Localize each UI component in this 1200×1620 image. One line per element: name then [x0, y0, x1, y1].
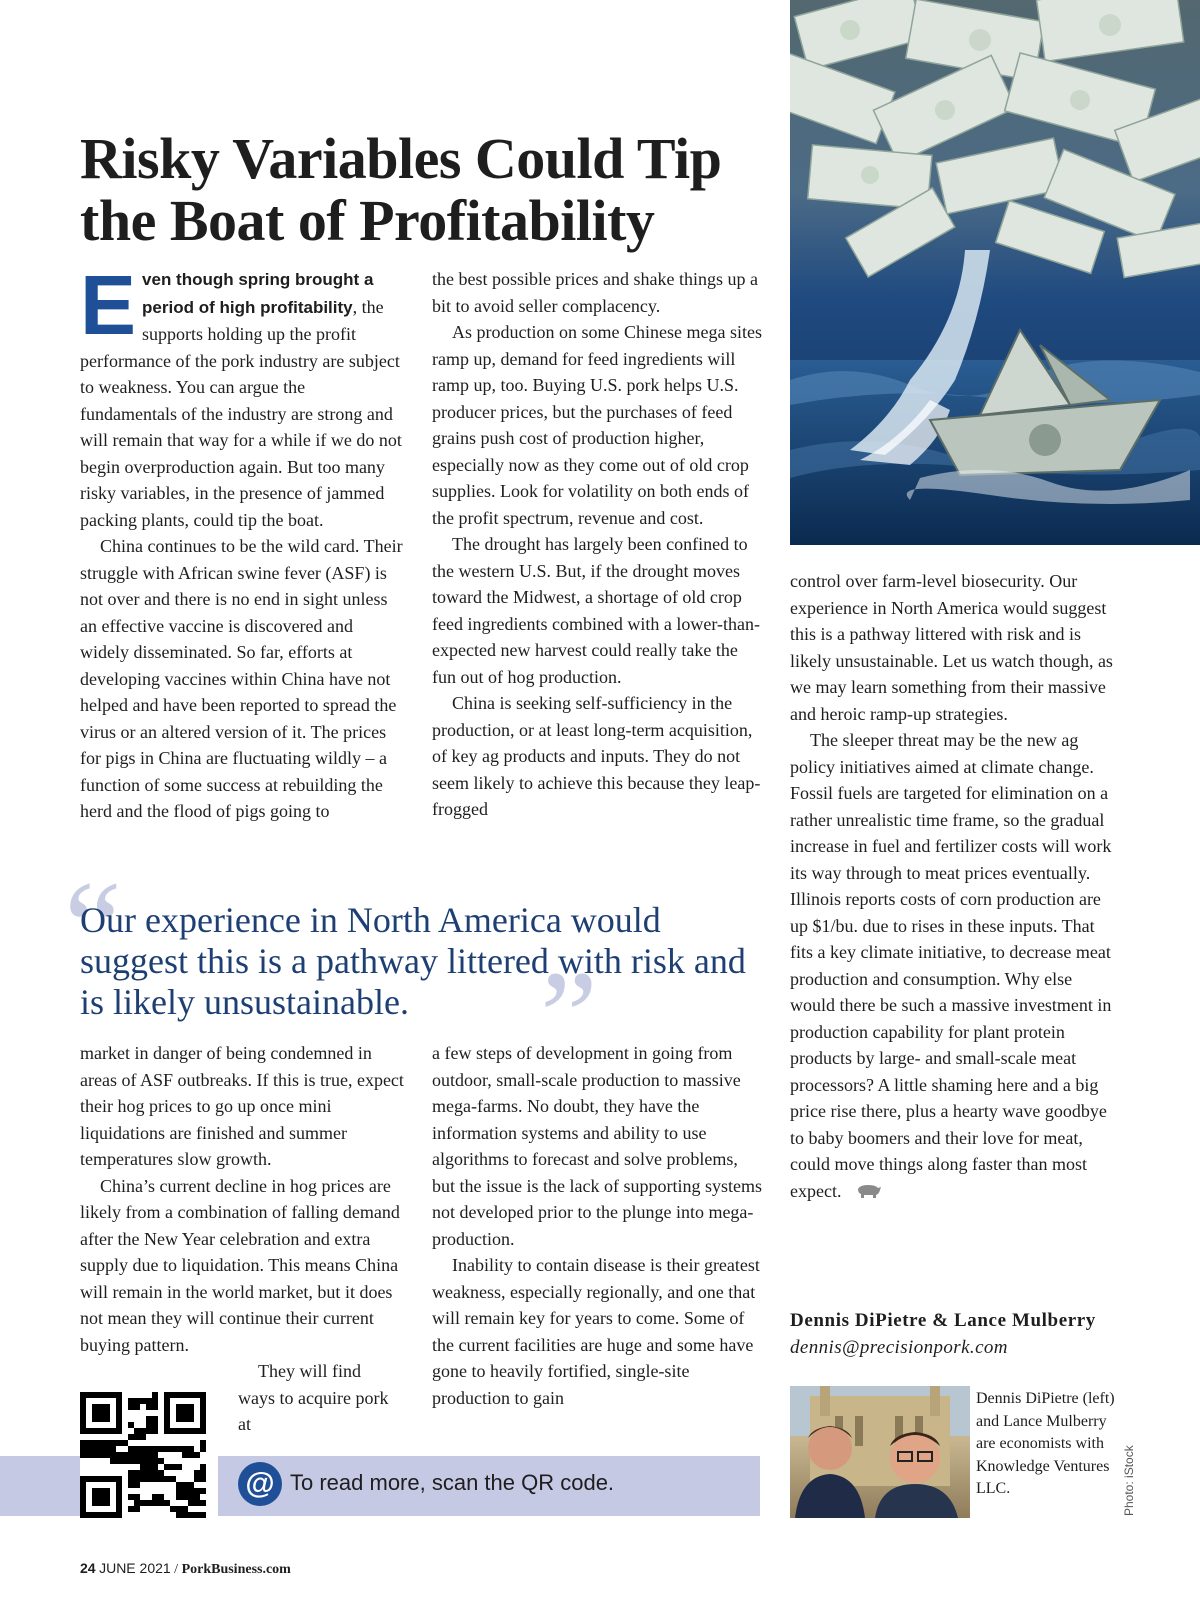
body-paragraph-text: The sleeper threat may be the new ag policy initiatives aimed at climate change. Fossil fuels are targeted for elimination on a rather unrealistic time frame, so the gradual increase in fuel and fertilizer costs will work its way through to meat prices eventually. Illinois reports costs of corn production are up $1/bu. due to rises in these inputs. That fits a key climate initiative, to decrease meat production and consumption. Why else would there be such a massive investment in production capability for plant protein products by large- and small-scale meat processors? A little shaming here and a big price rise there, plus a hearty wave goodbye to baby boomers and their love for meat, could move things along faster than most expect.: [790, 730, 1112, 1201]
column-3: [790, 568, 1120, 1204]
authors-photo-illustration: [790, 1386, 970, 1518]
footer-separator: /: [174, 1562, 179, 1577]
drop-cap: E: [80, 258, 137, 352]
column-1-bottom: [80, 1040, 410, 1358]
body-paragraph: control over farm-level biosecurity. Our experience in North America would suggest this is a pathway littered with risk and is likely unsustainable. Let us watch though, as we may learn something from their massive and heroic ramp-up strategies.: [790, 571, 1113, 724]
lead-paragraph: [80, 258, 406, 533]
at-icon: @: [238, 1462, 282, 1506]
body-paragraph: the best possible prices and shake things up a bit to avoid seller complacency.: [432, 269, 758, 316]
qr-code[interactable]: [80, 1392, 206, 1518]
body-paragraph: market in danger of being condemned in areas of ASF outbreaks. If this is true, expect their hog prices to go up once mini liquidations are finished and summer temperatures slow growth.: [80, 1043, 404, 1169]
body-paragraph: As production on some Chinese mega sites ramp up, demand for feed ingredients will ramp up, too. Buying U.S. pork helps U.S. producer prices, but the purchases of feed grains push cost of production higher, especially now as they come out of old crop supplies. Look for volatility on both ends of the profit spectrum, revenue and cost.: [432, 322, 762, 528]
website-link[interactable]: PorkBusiness.com: [181, 1562, 291, 1577]
column-1-top: [80, 258, 406, 825]
author-email[interactable]: dennis@precisionpork.com: [790, 1337, 1008, 1358]
photo-credit: Photo: iStock: [1122, 1445, 1136, 1516]
authors-photo-caption: Dennis DiPietre (left) and Lance Mulberry are economists with Knowledge Ventures LLC.: [976, 1390, 1115, 1497]
column-2-bottom: [432, 1040, 762, 1411]
body-paragraph: Inability to contain disease is their greatest weakness, especially regionally, and one that will remain key for years to come. Some of the current facilities are huge and some have gone to heavily fortified, single-site production to gain: [432, 1255, 760, 1408]
body-paragraph: [790, 727, 1120, 1204]
body-paragraph: China is seeking self-sufficiency in the production, or at least long-term acquisition, of key ag products and inputs. They do not seem likely to achieve this because they leap-frogged: [432, 693, 761, 819]
body-paragraph: They will find ways to acquire pork at: [238, 1361, 389, 1434]
author-byline: Dennis DiPietre & Lance Mulberry: [790, 1310, 1096, 1331]
article-title: Risky Variables Could Tip the Boat of Profitability: [80, 126, 722, 253]
money-storm-illustration: [790, 0, 1200, 545]
lead-bold-text: ven though spring brought a period of high profitability: [142, 270, 374, 317]
issue-date: JUNE 2021: [99, 1560, 171, 1576]
page-footer: [80, 1560, 291, 1578]
pig-end-mark-icon: [854, 1183, 882, 1199]
hero-image-money-boat: [790, 0, 1200, 545]
body-paragraph: China’s current decline in hog prices are likely from a combination of falling demand after the New Year celebration and extra supply due to liquidation. This means China will remain in the world market, but it does not mean they will continue their current buying pattern.: [80, 1175, 400, 1355]
close-quote-mark: ”: [540, 945, 598, 1089]
body-paragraph: The drought has largely been confined to the western U.S. But, if the drought moves toward the Midwest, a shortage of old crop feed ingredients combined with a lower-than-expected new harvest could really take the fun out of hog production.: [432, 534, 761, 687]
column-2-top: [432, 266, 762, 823]
column-1-bottom-tail: [238, 1358, 398, 1438]
qr-code-icon: [80, 1392, 206, 1518]
body-paragraph: a few steps of development in going from outdoor, small-scale production to massive mega-farms. No doubt, they have the information systems and ability to use algorithms to forecast and solve problems, but the issue is the lack of supporting systems not developed prior to the plunge into mega-production.: [432, 1043, 762, 1249]
body-paragraph: China continues to be the wild card. Their struggle with African swine fever (ASF) is not over and there is no end in sight unless an effective vaccine is discovered and widely disseminated. So far, efforts at developing vaccines within China have not helped and have been reported to spread the virus or an altered version of it. The prices for pigs in China are fluctuating wildly – a function of some success at rebuilding the herd and the flood of pigs going to: [80, 536, 403, 821]
authors-photo: [790, 1386, 970, 1518]
pull-quote: Our experience in North America would suggest this is a pathway littered with risk and is likely unsustainable.: [80, 900, 746, 1022]
page-number: 24: [80, 1560, 96, 1576]
lead-body-text: , the supports holding up the profit performance of the pork industry are subject to weakness. You can argue the fundamentals of the industry are strong and will remain that way for a while if we do not begin overproduction again. But too many risky variables, in the presence of jammed packing plants, could tip the boat.: [80, 296, 402, 530]
qr-promo-text: To read more, scan the QR code.: [290, 1470, 615, 1495]
open-quote-mark: “: [64, 855, 122, 999]
